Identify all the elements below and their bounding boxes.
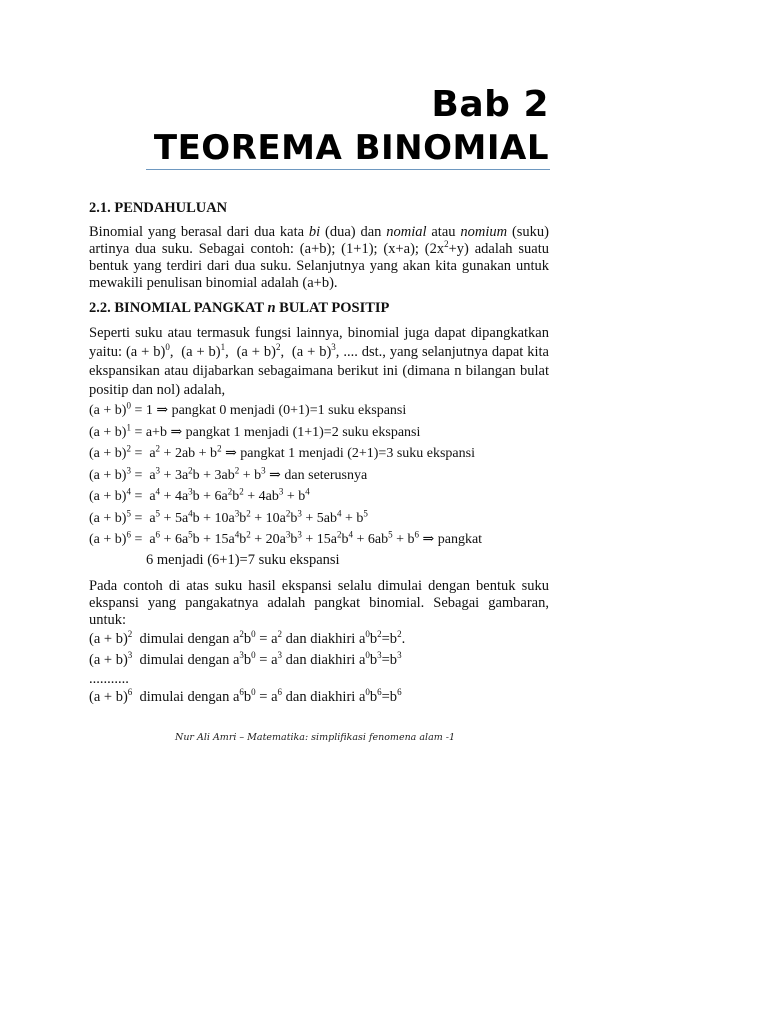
chapter-label: Bab 2 [431, 84, 549, 125]
expansion-power-6-continued: 6 menjadi (6+1)=7 suku ekspansi [146, 551, 340, 568]
pendahuluan-paragraph: Binomial yang berasal dari dua kata bi (dua) dan nomial atau nomium (suku) artinya dua suku. Sebagai contoh: (a+b); (1+1); (x+a); $(2x^2+y)$ adalah suatu bentuk yang terdiri dari dua suku. Selanjutnya yang akan kita gunakan untuk mewakili penulisan binomial adalah (a+b). [89, 224, 550, 291]
example-power-6: $(a + b)^6$ dimulai dengan $a^6b^0 = a^6$ dan diakhiri $a^0b^6=b^6$ [89, 686, 402, 705]
title-divider [146, 169, 550, 170]
closing-paragraph: Pada contoh di atas suku hasil ekspansi selalu dimulai dengan bentuk suku ekspansi yang pangakatnya adalah pangkat binomial. Sebagai gambaran, untuk: [89, 577, 549, 628]
example-power-2: $(a + b)^2$ dimulai dengan $a^2b^0 = a^2$ dan diakhiri $a^0b^2=b^2$. [89, 628, 406, 647]
section-heading-binomial-pangkat: 2.2. BINOMIAL PANGKAT n BULAT POSITIP [89, 300, 390, 316]
example-power-3: $(a + b)^3$ dimulai dengan $a^3b^0 = a^3$ dan diakhiri $a^0b^3=b^3$ [89, 649, 402, 668]
expansion-power-4: $(a + b)^4 = a^4 + 4a^3b + 6a^2b^2 + 4ab^3 + b^4$ [89, 486, 310, 504]
page-footer: Nur Ali Amri – Matematika: simplifikasi fenomena alam -1 [175, 732, 456, 743]
expansion-power-1: $(a + b)^1 = a+b$ ⇒ pangkat 1 menjadi (1+1)=2 suku ekspansi [89, 421, 421, 440]
expansion-power-2: $(a + b)^2 = a^2 + 2ab + b^2$ ⇒ pangkat 1 menjadi (2+1)=3 suku ekspansi [89, 443, 475, 461]
main-content [89, 200, 549, 708]
expansion-power-3: $(a + b)^3 = a^3 + 3a^2b + 3ab^2 + b^3$ ⇒ dan seterusnya [89, 464, 368, 483]
chapter-title: TEOREMA BINOMIAL [153, 128, 549, 168]
section-heading-pendahuluan: 2.1. PENDAHULUAN [89, 200, 228, 216]
expansion-power-6: $(a + b)^6 = a^6 + 6a^5b + 15a^4b^2 + 20a^3b^3 + 15a^2b^4 + 6ab^5 + b^6$ ⇒ pangkat [89, 529, 483, 547]
ellipsis: ........... [89, 670, 129, 687]
binomial-intro-paragraph: Seperti suku atau termasuk fungsi lainnya, binomial juga dapat dipangkatkan yaitu: $(a + b)^0$, $(a + b)^1$, $(a + b)^2$, $(a + b)^3$, .... dst., yang selanjutnya dapat kita ekspansikan atau dijabarkan sebagaimana berikut ini (dimana n bilangan bulat positip dan nol) adalah, [89, 325, 549, 398]
expansion-power-5: $(a + b)^5 = a^5 + 5a^4b + 10a^3b^2 + 10a^2b^3 + 5ab^4 + b^5$ [89, 507, 368, 526]
expansion-power-0: $(a + b)^0 = 1$ ⇒ pangkat 0 menjadi (0+1)=1 suku ekspansi [89, 400, 407, 418]
